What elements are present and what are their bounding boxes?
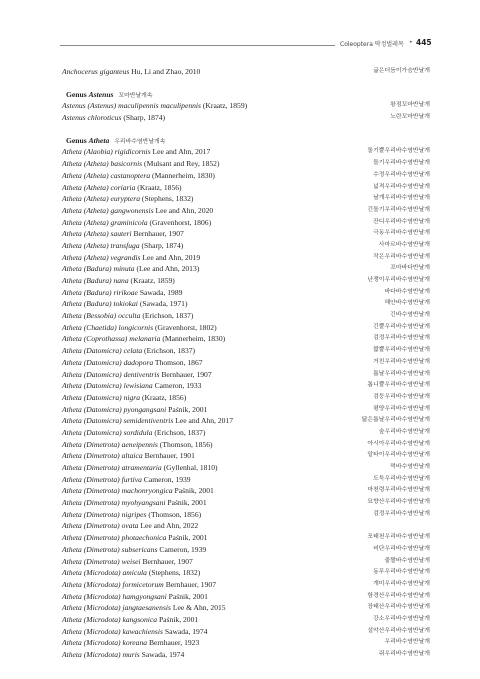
species-authority: (Thomson, 1856) [157,439,213,449]
species-name: Atheta (Datomicra) nigra [62,392,141,402]
species-authority: (Erichson, 1837) [142,346,196,356]
list-item [62,66,430,78]
list-item [62,369,430,381]
species-entry [62,392,186,404]
list-item [62,474,430,486]
species-entry [62,415,233,427]
korean-name: 꼬마바다반날개 [390,265,430,272]
species-name: Atheta (Dimetrota) altaica [62,451,143,461]
species-name: Atheta (Atheta) sauteri [62,229,132,239]
korean-name: 쥐우리바수염반날개 [378,651,430,657]
species-name: Atheta (Microdota) hamgyongsani [62,591,167,601]
species-entry [62,637,199,649]
korean-name: 톱니뿔우리바수염반날개 [367,382,430,389]
list-item [62,205,430,217]
list-item [62,392,430,404]
list-item [62,252,430,264]
species-authority: Paśnik, 2001 [157,614,199,624]
species-authority: Lee and Ahn, 2017 [173,416,234,426]
genus-heading-atheta [62,135,430,147]
species-authority: Thomson, 1867 [153,357,203,367]
species-entry [62,217,211,229]
korean-name: 작은우리바수염반날개 [373,253,430,260]
species-authority: (Erichson, 1837) [140,311,194,321]
korean-name: 설악산우리바수염반날개 [367,627,430,634]
species-name: Astenus chloroticus [62,113,122,123]
species-name: Atheta (Dimetrota) subsericans [62,544,158,554]
list-item [62,193,430,205]
species-name: Atheta (Dimetrota) weisei [62,556,141,566]
species-authority: Lee and Ahn, 2019 [140,252,201,262]
list-item [62,462,430,474]
species-entry [62,544,206,556]
korean-name: 숲우리바수염반날개 [378,428,430,435]
species-entry [62,158,220,170]
species-authority: (Lee and Ahn, 2013) [134,264,200,274]
species-name: Atheta (Atheta) gangwonensis [62,205,154,215]
species-name: Atheta (Datomicra) lewisiana [62,381,153,391]
korean-name: 짧뿔우리바수염반날개 [373,347,430,354]
species-name: Atheta (Atheta) transfuga [62,240,140,250]
species-name: Atheta (Bessobia) occulta [62,311,141,321]
list-item [62,497,430,509]
list-item [62,485,430,497]
species-entry [62,450,195,462]
species-name: Atheta (Atheta) graminicola [62,217,148,227]
korean-name: 마천령우리바수염반날개 [367,487,430,494]
korean-name: 평양우리바수염반날개 [373,405,430,412]
species-authority: Lee and Ahn, 2022 [138,521,199,531]
species-authority: (Mannerheim, 1830) [160,334,226,344]
species-name: Atheta (Dimetrota) photaechonica [62,533,167,543]
species-entry [62,591,208,603]
korean-name: 사마르바수염반날개 [378,241,430,248]
species-authority: (Gravenhorst, 1806) [147,217,212,227]
species-name: Atheta (Microdota) formicetorum [62,579,164,589]
list-item [62,240,430,252]
species-name: Atheta (Coprothassa) melanaria [62,334,161,344]
list-item [62,263,430,275]
species-authority: (Kraatz, 1859) [128,276,175,285]
species-entry [62,614,198,626]
species-entry [62,100,247,112]
species-entry [62,485,214,497]
list-item [62,626,430,638]
species-name: Atheta (Badura) ririkoae [62,287,138,297]
korean-name: 강소우리바수염반날개 [373,615,430,622]
species-entry [62,275,175,287]
korean-name: 닮은톱날우리바수염반날개 [361,417,430,424]
page-number: 445 [416,38,432,47]
species-authority: (Stephens, 1832) [140,194,194,204]
species-name: Anchocerus giganteus [62,67,130,76]
species-name: Atheta (Atheta) basicornis [62,159,143,169]
species-authority: Lee and Ahn, 2017 [150,147,211,157]
genus-label: Genus [66,89,87,99]
genus-name: Atheta [88,135,110,145]
korean-name: 극동우리바수염반날개 [373,230,430,237]
species-authority: (Kraatz, 1856) [140,392,187,402]
korean-name: 노란꼬마반날개 [390,114,430,121]
list-item [62,567,430,579]
korean-name: 검정우리바수염반날개 [373,335,430,342]
korean-name: 돌기우리바수염반날개 [373,160,430,167]
species-authority: Cameron, 1939 [157,544,207,554]
species-authority: Sawada, 1974 [139,650,185,659]
species-name: Atheta (Dimetrota) atramentaria [62,463,162,472]
list-item [62,439,430,451]
species-authority: Paśnik, 2001 [165,498,207,508]
genus-label: Genus [66,135,87,145]
species-entry [62,427,205,439]
species-entry [62,228,184,240]
species-name: Atheta (Microdota) muris [62,650,140,659]
korean-name: 먹바수염반날개 [390,464,430,470]
korean-name: 동무우리바수염반날개 [373,569,430,576]
korean-name: 긴바수염반날개 [390,312,430,319]
species-entry [62,298,187,310]
species-authority: (Gyllenhal, 1810) [161,463,218,472]
korean-name: 우리바수염반날개 [384,639,430,646]
list-item [62,532,430,544]
genus-korean-name: 우리바수염반날개속 [114,138,166,145]
list-item [62,275,430,287]
korean-name: 잔디우리바수염반날개 [373,218,430,225]
species-name: Atheta (Dimetrota) machonryongica [62,486,173,496]
species-name: Atheta (Datomicra) sordidula [62,427,153,437]
species-authority: (Thomson, 1856) [146,509,202,519]
species-name: Atheta (Dimetrota) ovata [62,521,139,531]
list-item [62,322,430,334]
species-name: Atheta (Badura) minuta [62,264,135,274]
species-list [62,66,430,661]
header-separator-dot: • [409,39,413,46]
species-entry [62,439,213,451]
list-item [62,146,430,158]
list-item [62,509,430,521]
korean-name: 수정우리바수염반날개 [373,171,430,178]
astenus-entries [62,100,430,123]
species-entry [62,170,215,182]
species-authority: (Erichson, 1837) [152,427,206,437]
genus-korean-name: 꼬마반날개속 [118,92,153,99]
species-name: Atheta (Badura) tokiokai [62,299,138,309]
korean-name: 도둑우리바수염반날개 [373,475,430,482]
list-item [62,310,430,322]
korean-name: 알타이우리바수염반날개 [367,452,430,459]
species-name: Atheta (Microdota) kawachiensis [62,626,163,636]
species-entry [62,556,193,568]
species-entry [62,602,226,614]
species-entry [62,462,218,474]
korean-name: 난쟁이우리바수염반날개 [367,277,430,283]
species-entry [62,263,199,275]
species-name: Atheta (Datomicra) dentiventris [62,369,160,379]
korean-name: 긂은더듬이가슴반날개 [373,68,430,74]
species-name: Atheta (Atheta) vegrandis [62,252,141,262]
species-entry [62,357,203,369]
list-item [62,579,430,591]
species-name: Atheta (Dimetrota) nigripes [62,509,147,519]
list-item [62,544,430,556]
species-authority: Lee and Ahn, 2020 [153,205,214,215]
species-authority: (Mannerheim, 1830) [150,170,215,180]
species-name: Atheta (Microdota) amicula [62,568,147,578]
korean-name: 검정우리바수염반날개 [373,510,430,517]
list-item [62,450,430,462]
species-authority: Paśnik, 2001 [166,591,208,601]
species-authority: Bernhauer, 1907 [131,229,184,239]
species-authority: Paśnik, 2001 [172,486,214,496]
species-entry [62,649,184,661]
species-authority: Bernhauer, 1901 [142,451,195,461]
species-entry [62,404,207,416]
species-entry [62,567,200,579]
list-item [62,520,430,532]
korean-name: 톱날우리바수염반날개 [373,370,430,377]
korean-name: 왕점꼬마반날개 [390,102,430,109]
species-authority: Paśnik, 2001 [166,404,208,414]
species-authority: Bernhauer, 1923 [147,638,200,648]
list-item [62,602,430,614]
species-authority: Paśnik, 2001 [166,533,208,543]
species-entry [62,205,213,217]
species-authority: (Gravenhorst, 1802) [153,322,217,332]
list-item [62,228,430,240]
list-item [62,649,430,661]
list-item [62,427,430,439]
species-authority: (Sharp, 1874) [121,113,166,123]
species-name: Atheta (Atheta) coriaria [62,182,136,192]
species-name: Atheta (Datomicra) pyongangsani [62,404,167,414]
list-item [62,217,430,229]
genus-heading-astenus [62,89,430,101]
species-name: Atheta (Badura) nana [62,276,129,285]
list-item [62,100,430,112]
korean-name: 줄짤바수염반날개 [384,557,430,564]
list-item [62,287,430,299]
species-name: Atheta (Dimetrota) furtiva [62,474,142,484]
species-entry [62,146,210,158]
species-name: Atheta (Microdota) kangsonica [62,614,158,624]
korean-name: 아시아우리바수염반날개 [367,440,430,447]
running-header [0,39,480,51]
species-entry [62,497,207,509]
species-entry [62,287,182,299]
header-rule [60,45,335,46]
korean-name: 긴뿔우리바수염반날개 [373,323,430,330]
species-authority: (Kraatz, 1859) [201,101,248,111]
korean-name: 긴돌기우리바수염반날개 [367,206,430,213]
running-title: Coleoptera 딱정벌레목 [340,41,404,48]
list-item [62,404,430,416]
korean-name: 검둥우리바수염반날개 [373,393,430,400]
species-entry [62,345,195,357]
species-entry [62,509,201,521]
species-authority: (Sharp, 1874) [139,240,184,250]
species-name: Atheta (Microdota) koreana [62,638,148,648]
species-authority: Sawada, 1989 [137,287,183,297]
species-entry [62,579,216,591]
atheta-entries [62,146,430,660]
korean-name: 장태산우리바수염반날개 [367,604,430,611]
species-entry [62,193,193,205]
species-entry [62,240,183,252]
species-entry [62,520,198,532]
species-entry [62,310,193,322]
korean-name: 돌기뿔우리바수염반날개 [367,148,430,155]
species-authority: Cameron, 1939 [141,474,191,484]
species-entry [62,322,217,334]
list-item [62,357,430,369]
korean-name: 개미우리바수염반날개 [373,580,430,587]
species-name: Atheta (Atheta) euryptera [62,194,141,204]
species-entry [62,369,212,381]
species-authority: Bernhauer, 1907 [163,579,216,589]
species-entry [62,333,225,345]
list-item [62,591,430,603]
species-name: Atheta (Microdota) jangtaesanensis [62,603,171,613]
species-entry [62,182,182,194]
korean-name: 포태천우리바수염반날개 [367,534,430,541]
list-item [62,415,430,427]
species-name: Atheta (Atheta) castanoptera [62,170,151,180]
list-item [62,345,430,357]
species-name: Atheta (Dimetrota) aeneipennis [62,439,158,449]
list-item [62,298,430,310]
species-authority: Lee & Ahn, 2015 [170,603,226,613]
species-name: Atheta (Chaetida) longicornis [62,322,154,332]
species-name: Atheta (Datomicra) semidentiventris [62,416,174,426]
species-authority: Bernhauer, 1907 [140,556,193,566]
species-name: Atheta (Alaobia) rigidicornis [62,147,151,157]
korean-name: 넓적우리바수염반날개 [373,183,430,190]
species-authority: (Mulsant and Rey, 1852) [142,159,220,169]
species-authority: (Sawada, 1971) [137,299,188,309]
list-item [62,158,430,170]
list-item [62,380,430,392]
list-item [62,637,430,649]
korean-name: 묘향산우리바수염반날개 [367,499,430,506]
korean-name: 거친우리바수염반날개 [373,358,430,365]
species-name: Astenus (Astenus) maculipennis maculipennis [62,101,201,111]
korean-name: 비단우리바수염반날개 [373,545,430,552]
species-authority: Bernhauer, 1907 [159,369,212,379]
genus-name: Astenus [88,89,114,99]
species-name: Atheta (Dimetrota) myohyangsani [62,498,166,508]
list-item [62,333,430,345]
species-authority: Hu, Li and Zhao, 2010 [129,67,201,76]
species-entry [62,66,200,78]
list-item [62,170,430,182]
list-item [62,112,430,124]
species-entry [62,252,200,264]
list-item [62,556,430,568]
species-name: Atheta (Datomicra) celata [62,346,143,356]
species-entry [62,112,165,124]
species-entry [62,532,207,544]
korean-name: 바다바수염반날개 [384,288,430,295]
species-authority: (Kraatz, 1856) [135,182,182,192]
species-authority: (Stephens, 1832) [146,568,201,578]
species-entry [62,626,207,638]
species-authority: Sawada, 1974 [162,626,208,636]
species-entry [62,474,191,486]
species-authority: Cameron, 1933 [152,381,202,391]
species-entry [62,380,201,392]
species-name: Atheta (Datomicra) dadopora [62,357,154,367]
korean-name: 날개우리바수염반날개 [373,195,430,202]
list-item [62,614,430,626]
korean-name: 해안바수염반날개 [384,300,430,307]
list-item [62,182,430,194]
korean-name: 함경산우리바수염반날개 [367,592,430,599]
